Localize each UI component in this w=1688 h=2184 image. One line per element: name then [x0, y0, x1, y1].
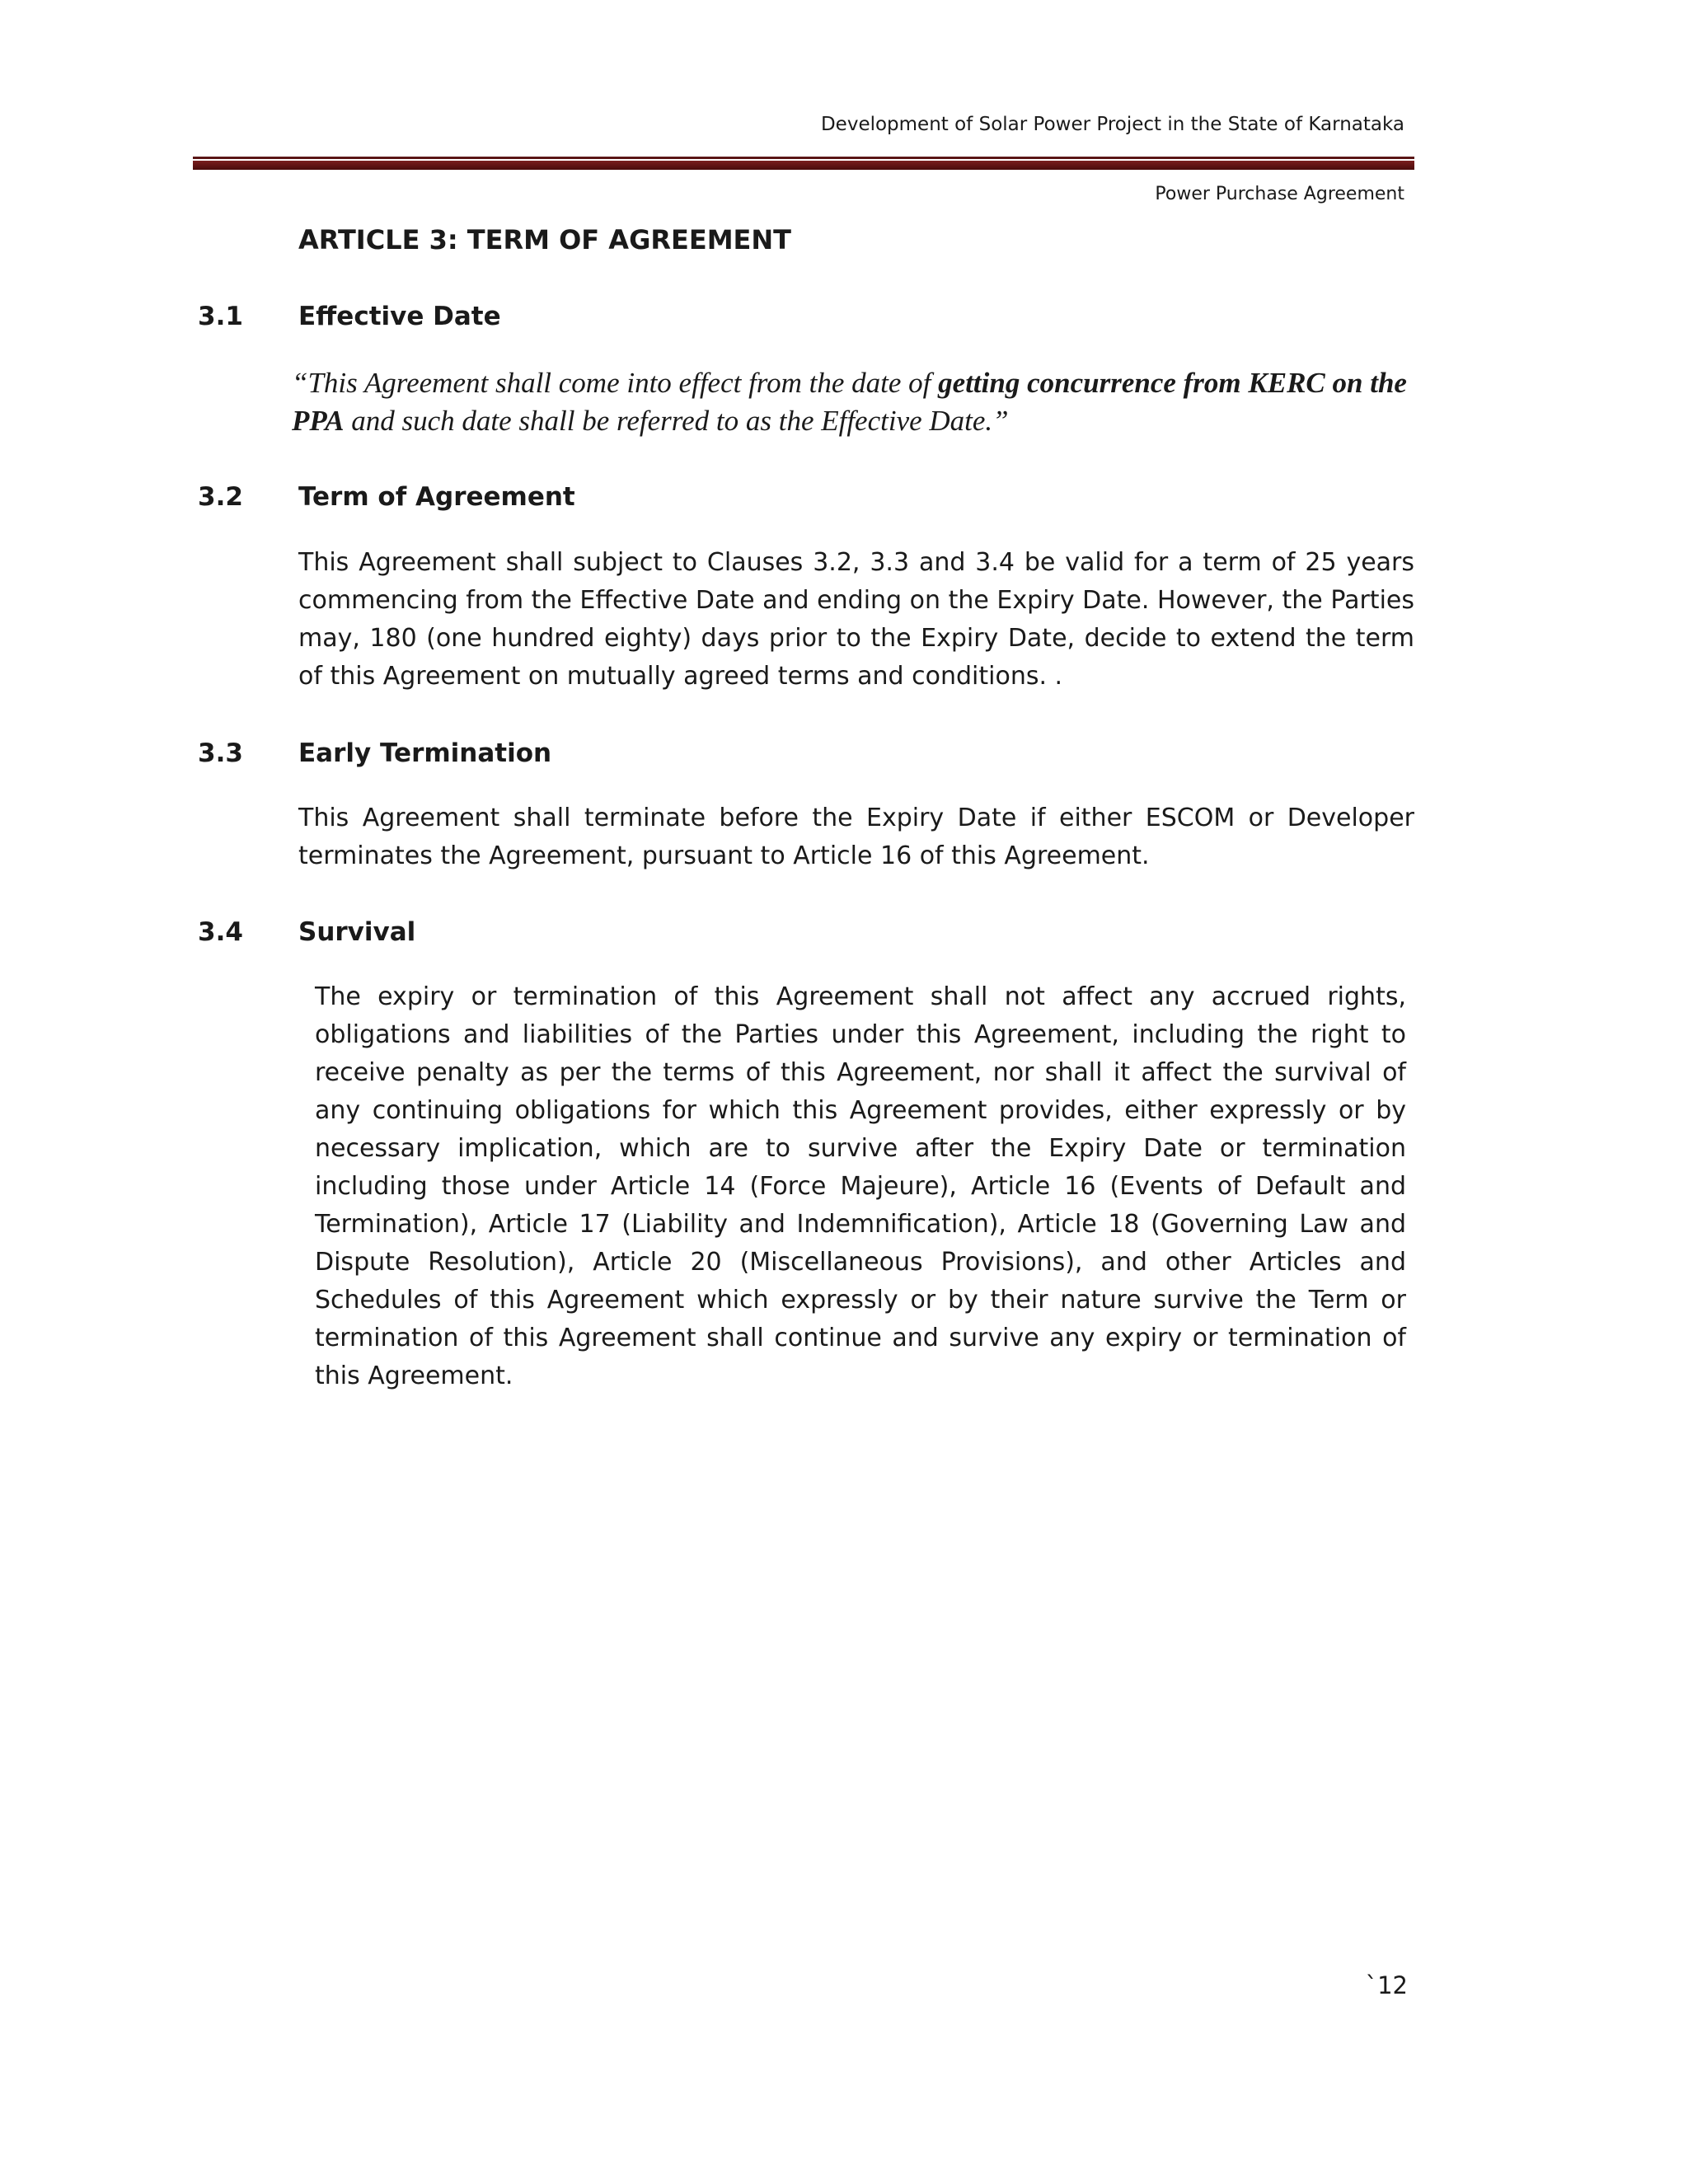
section-title-effective-date: Effective Date [298, 302, 501, 331]
document-header-subtitle: Power Purchase Agreement [1155, 184, 1404, 204]
quote-bold-text: getting concurrence from KERC on the PPA [292, 367, 1407, 437]
section-number-3-2: 3.2 [198, 482, 243, 512]
effective-date-quote [292, 364, 1414, 440]
term-of-agreement-text: This Agreement shall subject to Clauses 3.2, 3.3 and 3.4 be valid for a term of 25 years commencing from the Effective Date and ending on the Expiry Date. However, the Parties may, 180 (one hundred eighty) days prior to the Expiry Date, decide to extend the term of this Agreement on mutually agreed terms and conditions. . [298, 548, 1414, 691]
section-title-term-of-agreement: Term of Agreement [298, 482, 575, 512]
document-header-title: Development of Solar Power Project in the State of Karnataka [820, 114, 1404, 135]
article-title: ARTICLE 3: TERM OF AGREEMENT [298, 224, 791, 255]
section-number-3-1: 3.1 [198, 302, 243, 331]
quote-text-1: “This Agreement shall come into effect from the date of [292, 367, 939, 399]
section-title-early-termination: Early Termination [298, 738, 552, 768]
section-title-survival: Survival [298, 917, 416, 947]
header-rule-thick [193, 161, 1414, 170]
survival-text: The expiry or termination of this Agreement shall not affect any accrued rights, obligations and liabilities of the Parties under this Agreement, including the right to receive penalty as per the terms of this Agreement, nor shall it affect the survival of any continuing obligations for which this Agreement provides, either expressly or by necessary implication, which are to survive after the Expiry Date or termination including those under Article 14 (Force Majeure), Article 16 (Events of Default and Termination), Article 17 (Liability and Indemnification), Article 18 (Governing Law and Dispute Resolution), Article 20 (Miscellaneous Provisions), and other Articles and Schedules of this Agreement which expressly or by their nature survive the Term or termination of this Agreement shall continue and survive any expiry or termination of this Agreement. [315, 982, 1406, 1390]
page-number: `12 [1365, 1971, 1408, 1999]
section-number-3-3: 3.3 [198, 738, 243, 768]
quote-text-2: and such date shall be referred to as the Effective Date.” [344, 405, 1009, 437]
early-termination-text: This Agreement shall terminate before the Expiry Date if either ESCOM or Developer terminates the Agreement, pursuant to Article 16 of this Agreement. [298, 804, 1414, 870]
section-number-3-4: 3.4 [198, 917, 243, 947]
header-rule-thin [193, 157, 1414, 159]
